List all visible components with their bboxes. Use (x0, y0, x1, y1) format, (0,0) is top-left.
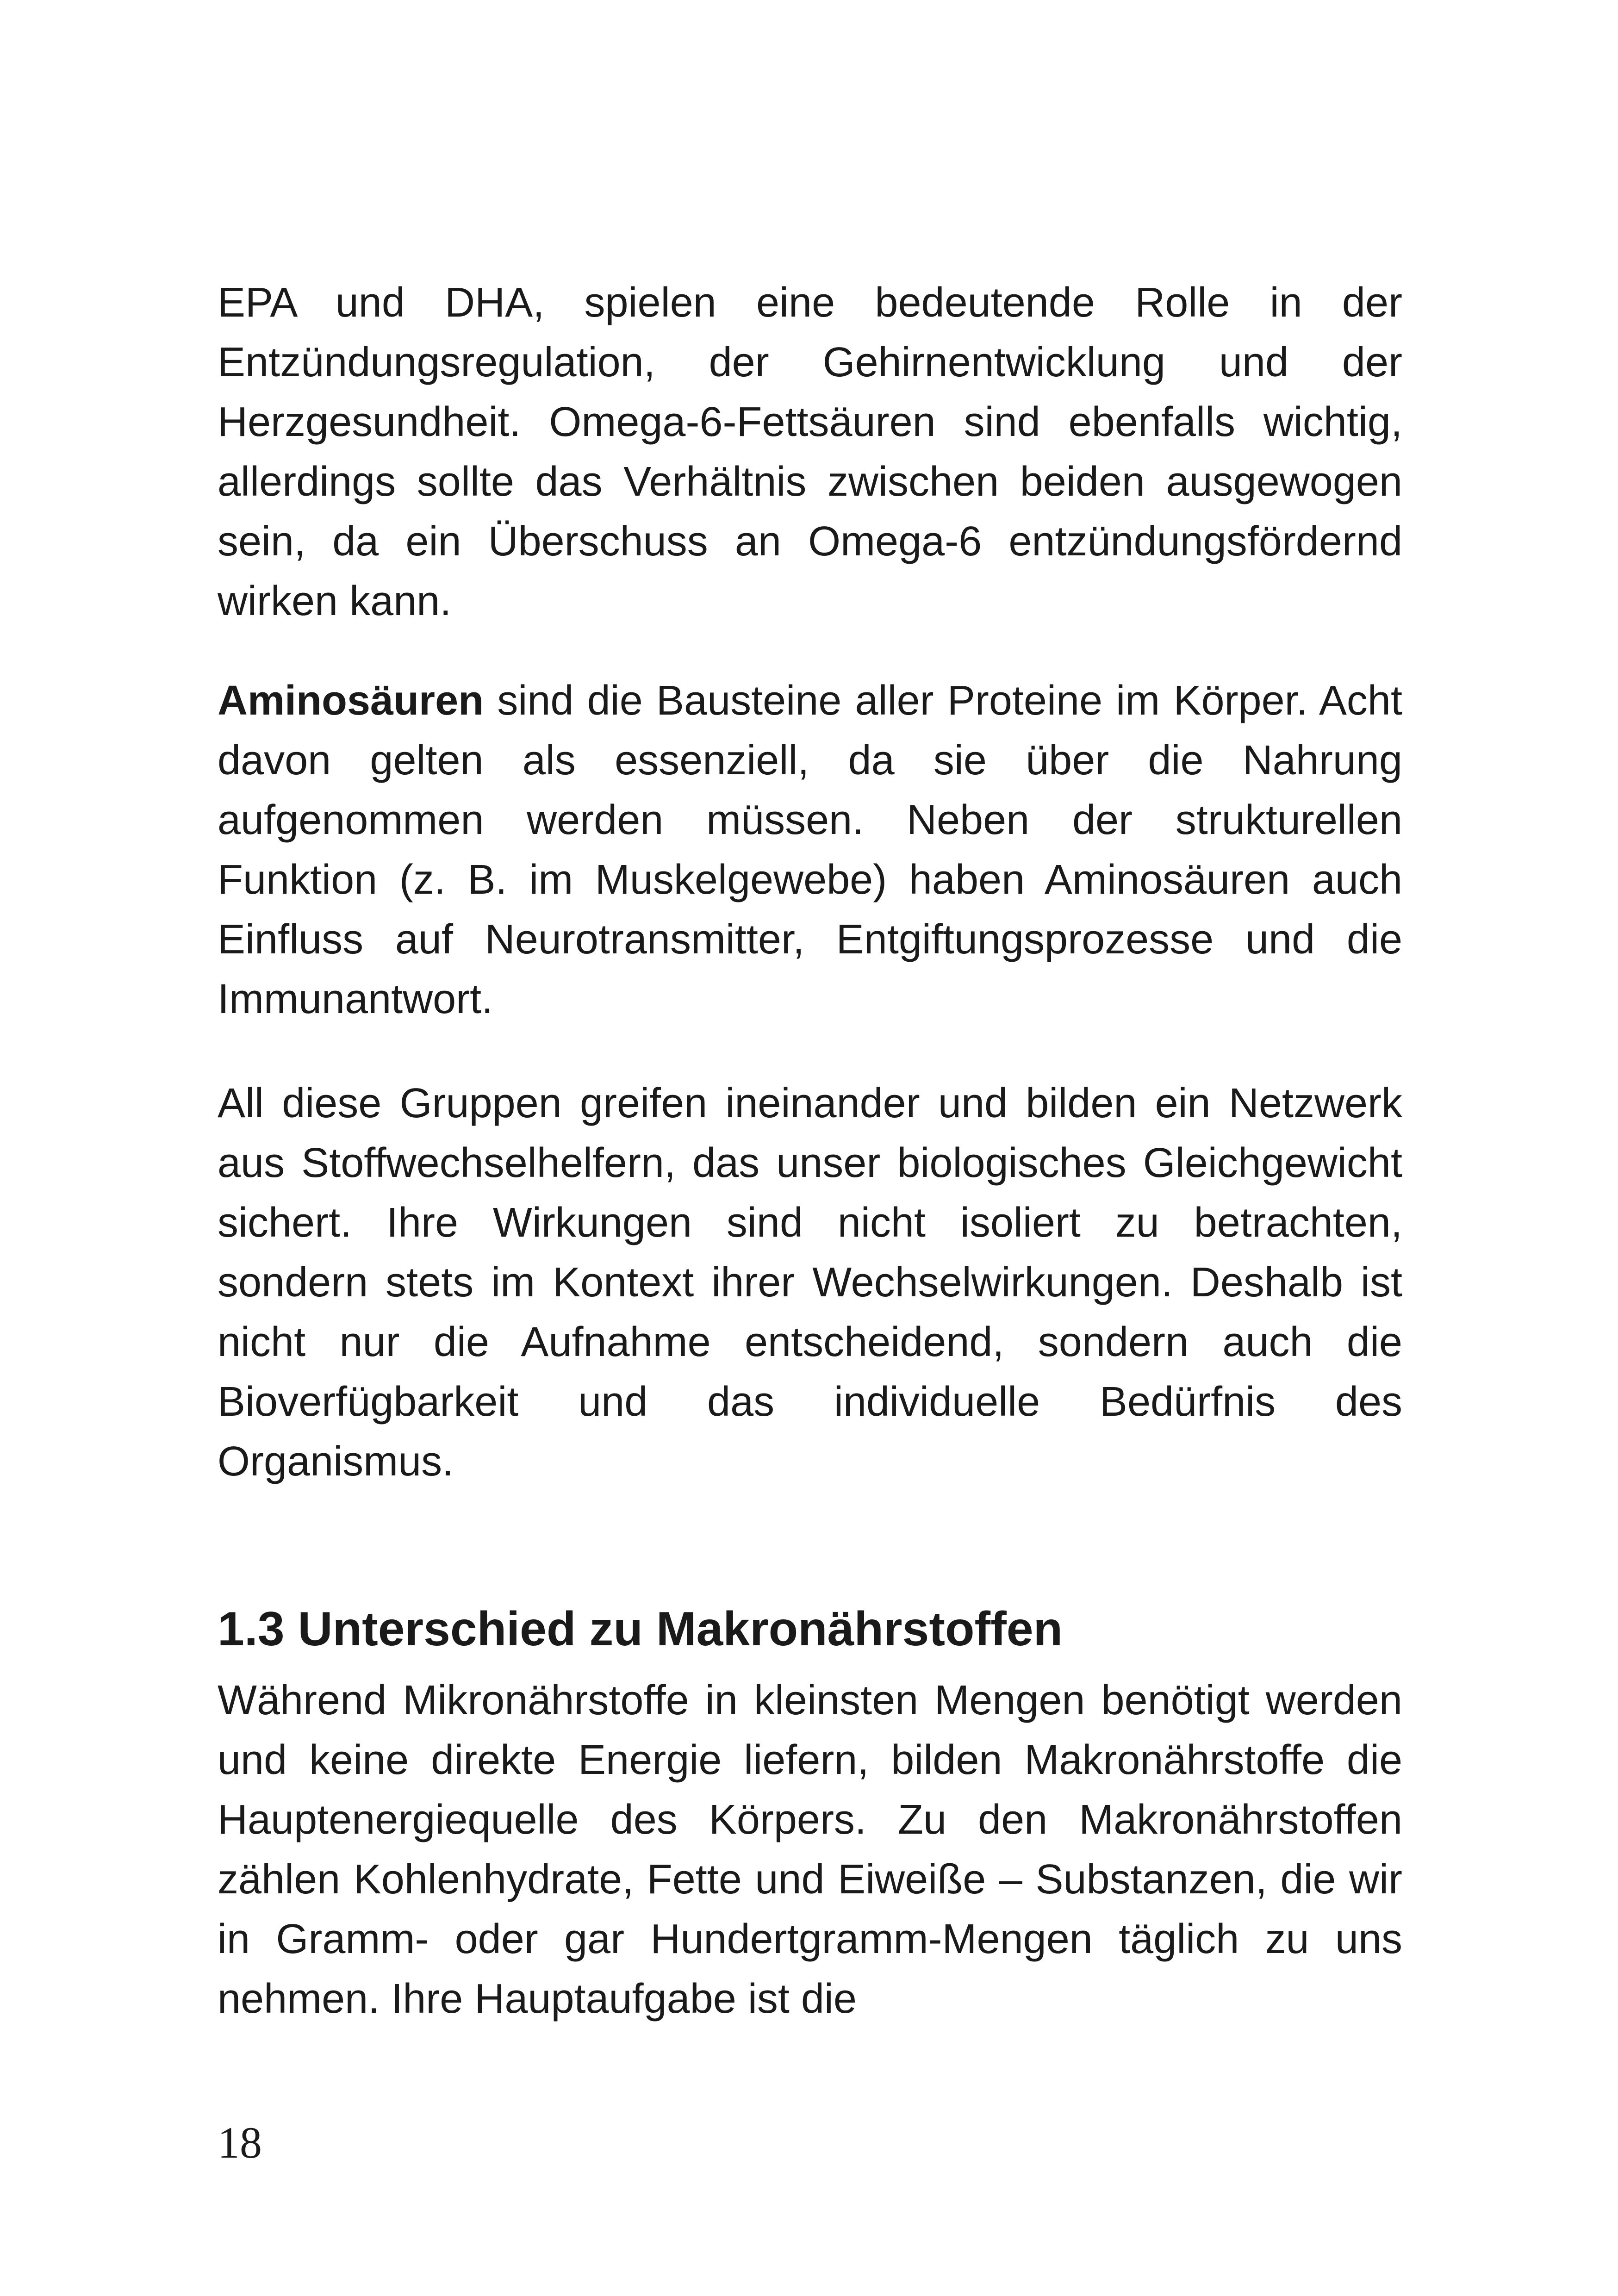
paragraph-text: sind die Bausteine aller Proteine im Körper. Acht davon gelten als essenziell, da sie über die Nahrung aufgenommen werden müssen. Neben der strukturellen Funktion (z. B. im Muskelgewebe) haben Aminosäuren auch Einfluss auf Neurotransmitter, Entgiftungsprozesse und die Immunantwort. (218, 678, 1402, 1022)
paragraph-amino-acids (218, 671, 1402, 1029)
bold-term: Aminosäuren (218, 678, 484, 724)
paragraph-macronutrients (218, 1671, 1402, 2029)
section-heading: 1.3 Unterschied zu Makronährstoffen (218, 1602, 1063, 1656)
paragraph-omega-fatty-acids (218, 273, 1402, 631)
paragraph-text: All diese Gruppen greifen ineinander und bilden ein Netzwerk aus Stoffwechselhelfern, das unser biologisches Gleichgewicht sichert. Ihre Wirkungen sind nicht isoliert zu betrachten, sondern stets im Kontext ihrer Wechselwirkungen. Deshalb ist nicht nur die Aufnahme entscheidend, sondern auch die Bioverfügbarkeit und das individuelle Bedürfnis des Organismus. (218, 1080, 1402, 1485)
paragraph-body (218, 671, 1402, 1029)
page-number: 18 (218, 2118, 262, 2167)
paragraph-text: EPA und DHA, spielen eine bedeutende Rolle in der Entzündungsregulation, der Gehirnentwicklung und der Herzgesundheit. Omega-6-Fettsäuren sind ebenfalls wichtig, allerdings sollte das Verhältnis zwischen beiden ausgewogen sein, da ein Überschuss an Omega-6 entzündungsfördernd wirken kann. (218, 280, 1402, 624)
paragraph-text: Während Mikronährstoffe in kleinsten Mengen benötigt werden und keine direkte Energie liefern, bilden Makronährstoffe die Hauptenergiequelle des Körpers. Zu den Makronährstoffen zählen Kohlenhydrate, Fette und Eiweiße – Substanzen, die wir in Gramm- oder gar Hundertgramm-Mengen täglich zu uns nehmen. Ihre Hauptaufgabe ist die (218, 1677, 1402, 2022)
paragraph-network (218, 1074, 1402, 1492)
